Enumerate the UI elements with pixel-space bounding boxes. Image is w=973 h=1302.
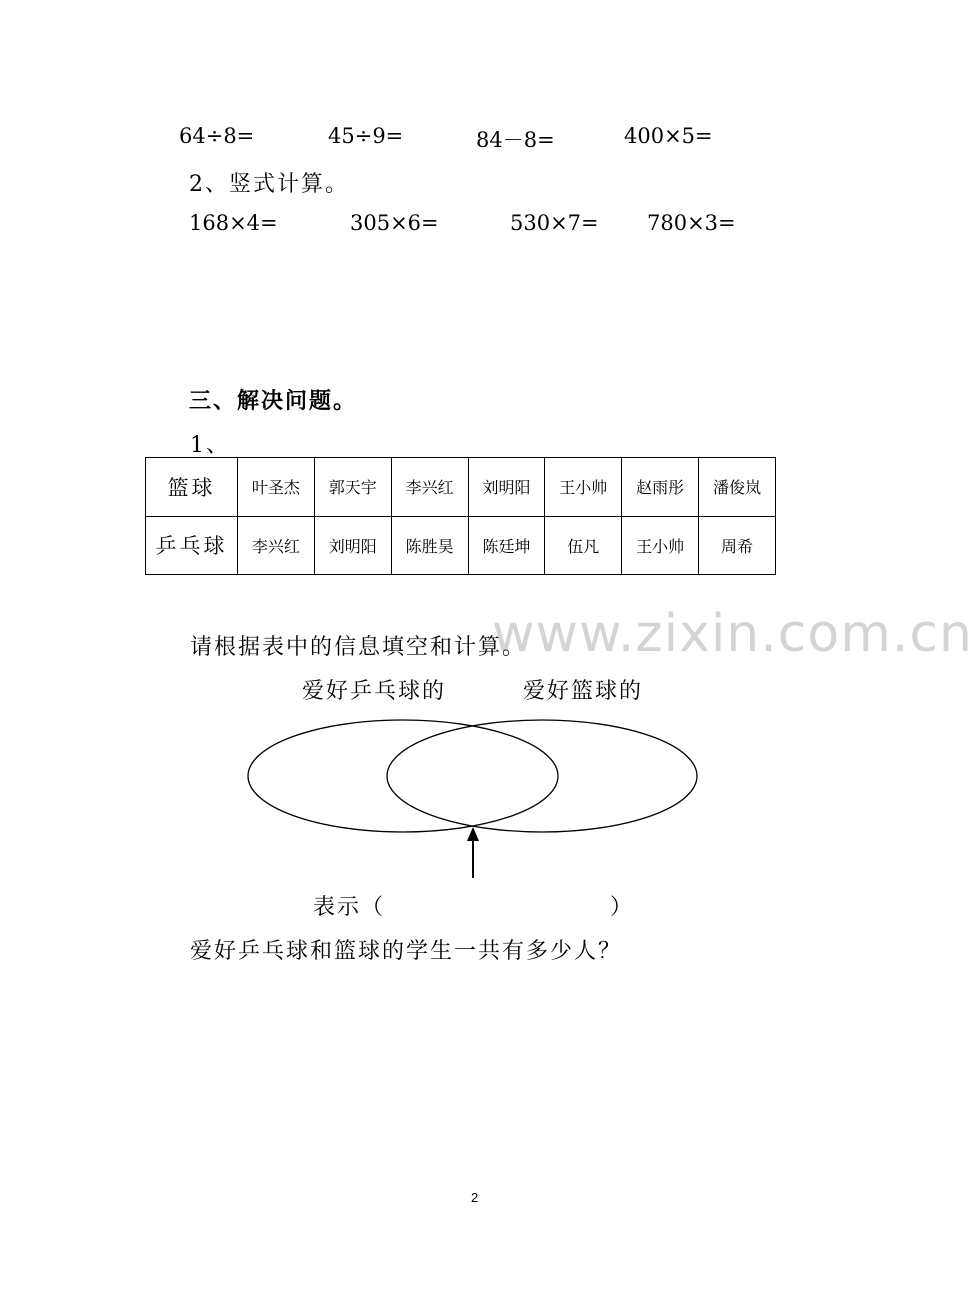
page-number: 2 — [471, 1190, 479, 1205]
table-cell: 王小帅 — [545, 458, 622, 517]
calc-1: 64÷8= — [179, 124, 255, 148]
question-text: 爱好乒乓球和篮球的学生一共有多少人？ — [190, 939, 623, 964]
vertical-calc-2: 305×6= — [350, 211, 439, 235]
table-cell: 赵雨彤 — [622, 458, 699, 517]
vertical-calc-3: 530×7= — [510, 211, 599, 235]
table-cell: 郭天宇 — [314, 458, 391, 517]
represent-close: ） — [610, 895, 635, 920]
table-cell: 伍凡 — [545, 516, 622, 575]
row-head-pingpong: 乒乓球 — [146, 516, 238, 575]
table-cell: 刘明阳 — [314, 516, 391, 575]
table-cell: 李兴红 — [238, 516, 315, 575]
table-cell: 刘明阳 — [468, 458, 545, 517]
table-cell: 陈胜昊 — [391, 516, 468, 575]
table-cell: 陈廷坤 — [468, 516, 545, 575]
represent-blank[interactable] — [383, 890, 608, 918]
calc-3: 84－8= — [476, 128, 555, 152]
vertical-calc-heading: 2、竖式计算。 — [189, 172, 349, 197]
venn-label-right: 爱好篮球的 — [523, 679, 644, 704]
calc-2: 45÷9= — [328, 124, 404, 148]
table-cell: 李兴红 — [391, 458, 468, 517]
question-1-label: 1、 — [190, 433, 230, 458]
table-cell: 叶圣杰 — [238, 458, 315, 517]
row-head-basketball: 篮球 — [146, 458, 238, 517]
venn-ellipse-left — [248, 720, 558, 832]
instruction-text: 请根据表中的信息填空和计算。 — [190, 635, 527, 660]
table-cell: 潘俊岚 — [699, 458, 776, 517]
table-cell: 王小帅 — [622, 516, 699, 575]
watermark-logo: www.zixin.com.cn — [492, 604, 973, 664]
section-3-heading: 三、解决问题。 — [189, 389, 358, 414]
table-cell: 周希 — [699, 516, 776, 575]
vertical-calc-4: 780×3= — [647, 211, 736, 235]
arrow-head-icon — [467, 827, 479, 841]
venn-label-left: 爱好乒乓球的 — [302, 679, 447, 704]
venn-ellipse-right — [387, 720, 697, 832]
calc-4: 400×5= — [624, 124, 713, 148]
vertical-calc-1: 168×4= — [189, 211, 278, 235]
represent-label: 表示（ — [313, 895, 386, 920]
